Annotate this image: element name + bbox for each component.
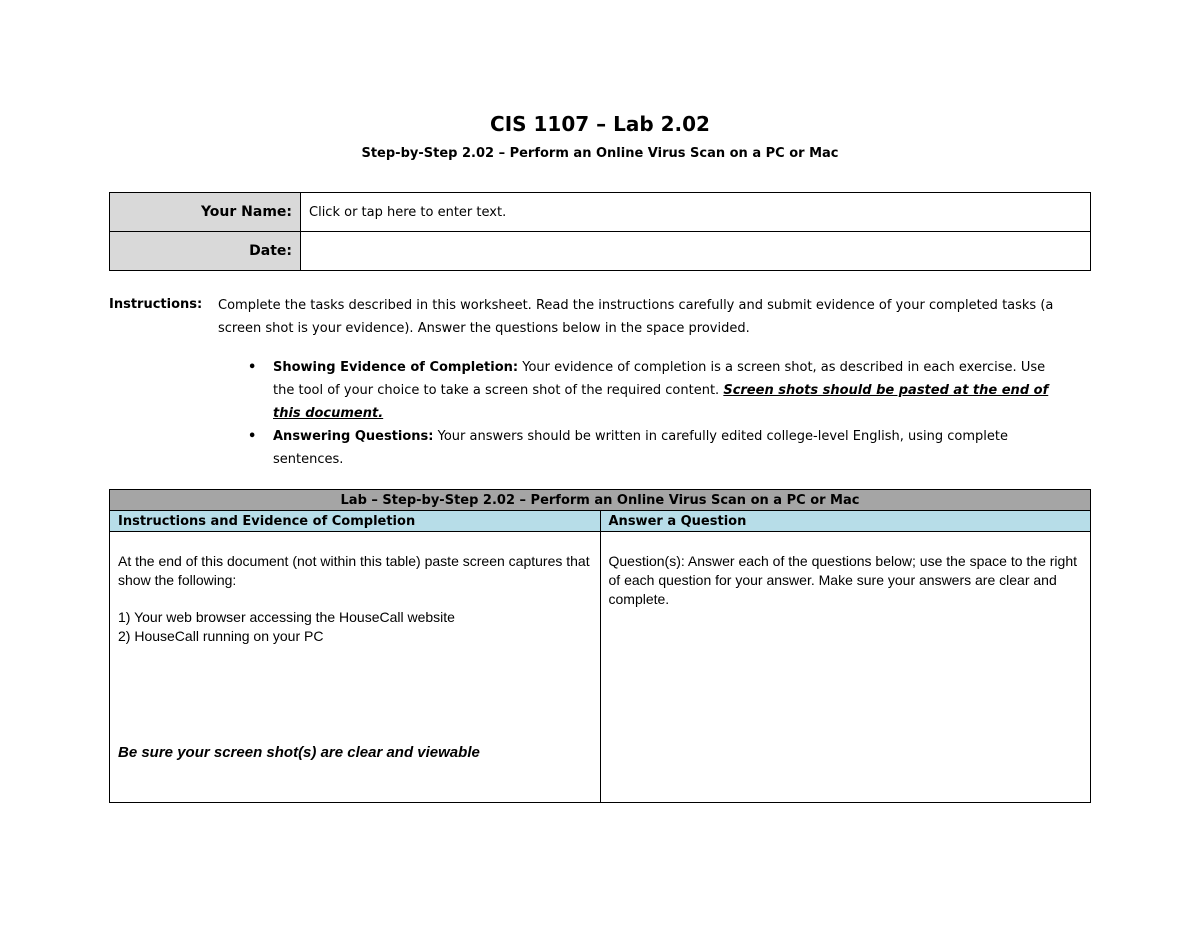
column-header-instructions: Instructions and Evidence of Completion bbox=[110, 511, 601, 532]
evidence-cell[interactable] bbox=[110, 532, 601, 803]
name-label: Your Name: bbox=[110, 193, 301, 232]
bullet-text: Your evidence of completion is a screen shot, as described in each exercise. Use the tool of your choice to take a screen shot of the required content. bbox=[273, 360, 1046, 398]
list-item: 1) Your web browser accessing the HouseCall website bbox=[118, 609, 455, 625]
bullet-heading: Answering Questions: bbox=[273, 429, 434, 444]
bullet-icon: • bbox=[248, 429, 257, 444]
document-subtitle: Step-by-Step 2.02 – Perform an Online Virus Scan on a PC or Mac bbox=[361, 146, 839, 161]
instructions-bullet-list bbox=[248, 356, 1058, 471]
instructions-label: Instructions: bbox=[109, 297, 203, 312]
list-item: 2) HouseCall running on your PC bbox=[118, 628, 324, 644]
column-header-answer: Answer a Question bbox=[600, 511, 1091, 532]
list-item bbox=[248, 356, 1058, 425]
bullet-heading: Showing Evidence of Completion: bbox=[273, 360, 519, 375]
answer-cell[interactable] bbox=[600, 532, 1091, 803]
bullet-emphasis: Screen shots should be pasted at the end of this document. bbox=[273, 383, 1049, 421]
evidence-note: Be sure your screen shot(s) are clear and viewable bbox=[118, 744, 480, 761]
bullet-icon: • bbox=[248, 360, 257, 375]
instructions-text: Complete the tasks described in this worksheet. Read the instructions carefully and submit evidence of your completed tasks (a screen shot is your evidence). Answer the questions below in the space provided. bbox=[218, 298, 1054, 336]
date-row bbox=[110, 232, 1091, 271]
list-item bbox=[248, 425, 1058, 471]
date-field[interactable] bbox=[301, 232, 1091, 271]
date-label: Date: bbox=[110, 232, 301, 271]
lab-table-header: Lab – Step-by-Step 2.02 – Perform an Online Virus Scan on a PC or Mac bbox=[110, 490, 1091, 511]
name-field[interactable]: Click or tap here to enter text. bbox=[301, 193, 1091, 232]
question-instructions: Question(s): Answer each of the questions below; use the space to the right of each question for your answer. Make sure your answers are clear and complete. bbox=[608, 553, 1077, 607]
lab-table bbox=[109, 489, 1091, 803]
evidence-instructions: At the end of this document (not within this table) paste screen captures that show the following: bbox=[118, 553, 590, 588]
bullet-text: Your answers should be written in carefully edited college-level English, using complete sentences. bbox=[273, 429, 1008, 467]
name-row bbox=[110, 193, 1091, 232]
student-info-table bbox=[109, 192, 1091, 271]
evidence-list bbox=[118, 608, 592, 646]
document-title: CIS 1107 – Lab 2.02 bbox=[490, 112, 710, 136]
